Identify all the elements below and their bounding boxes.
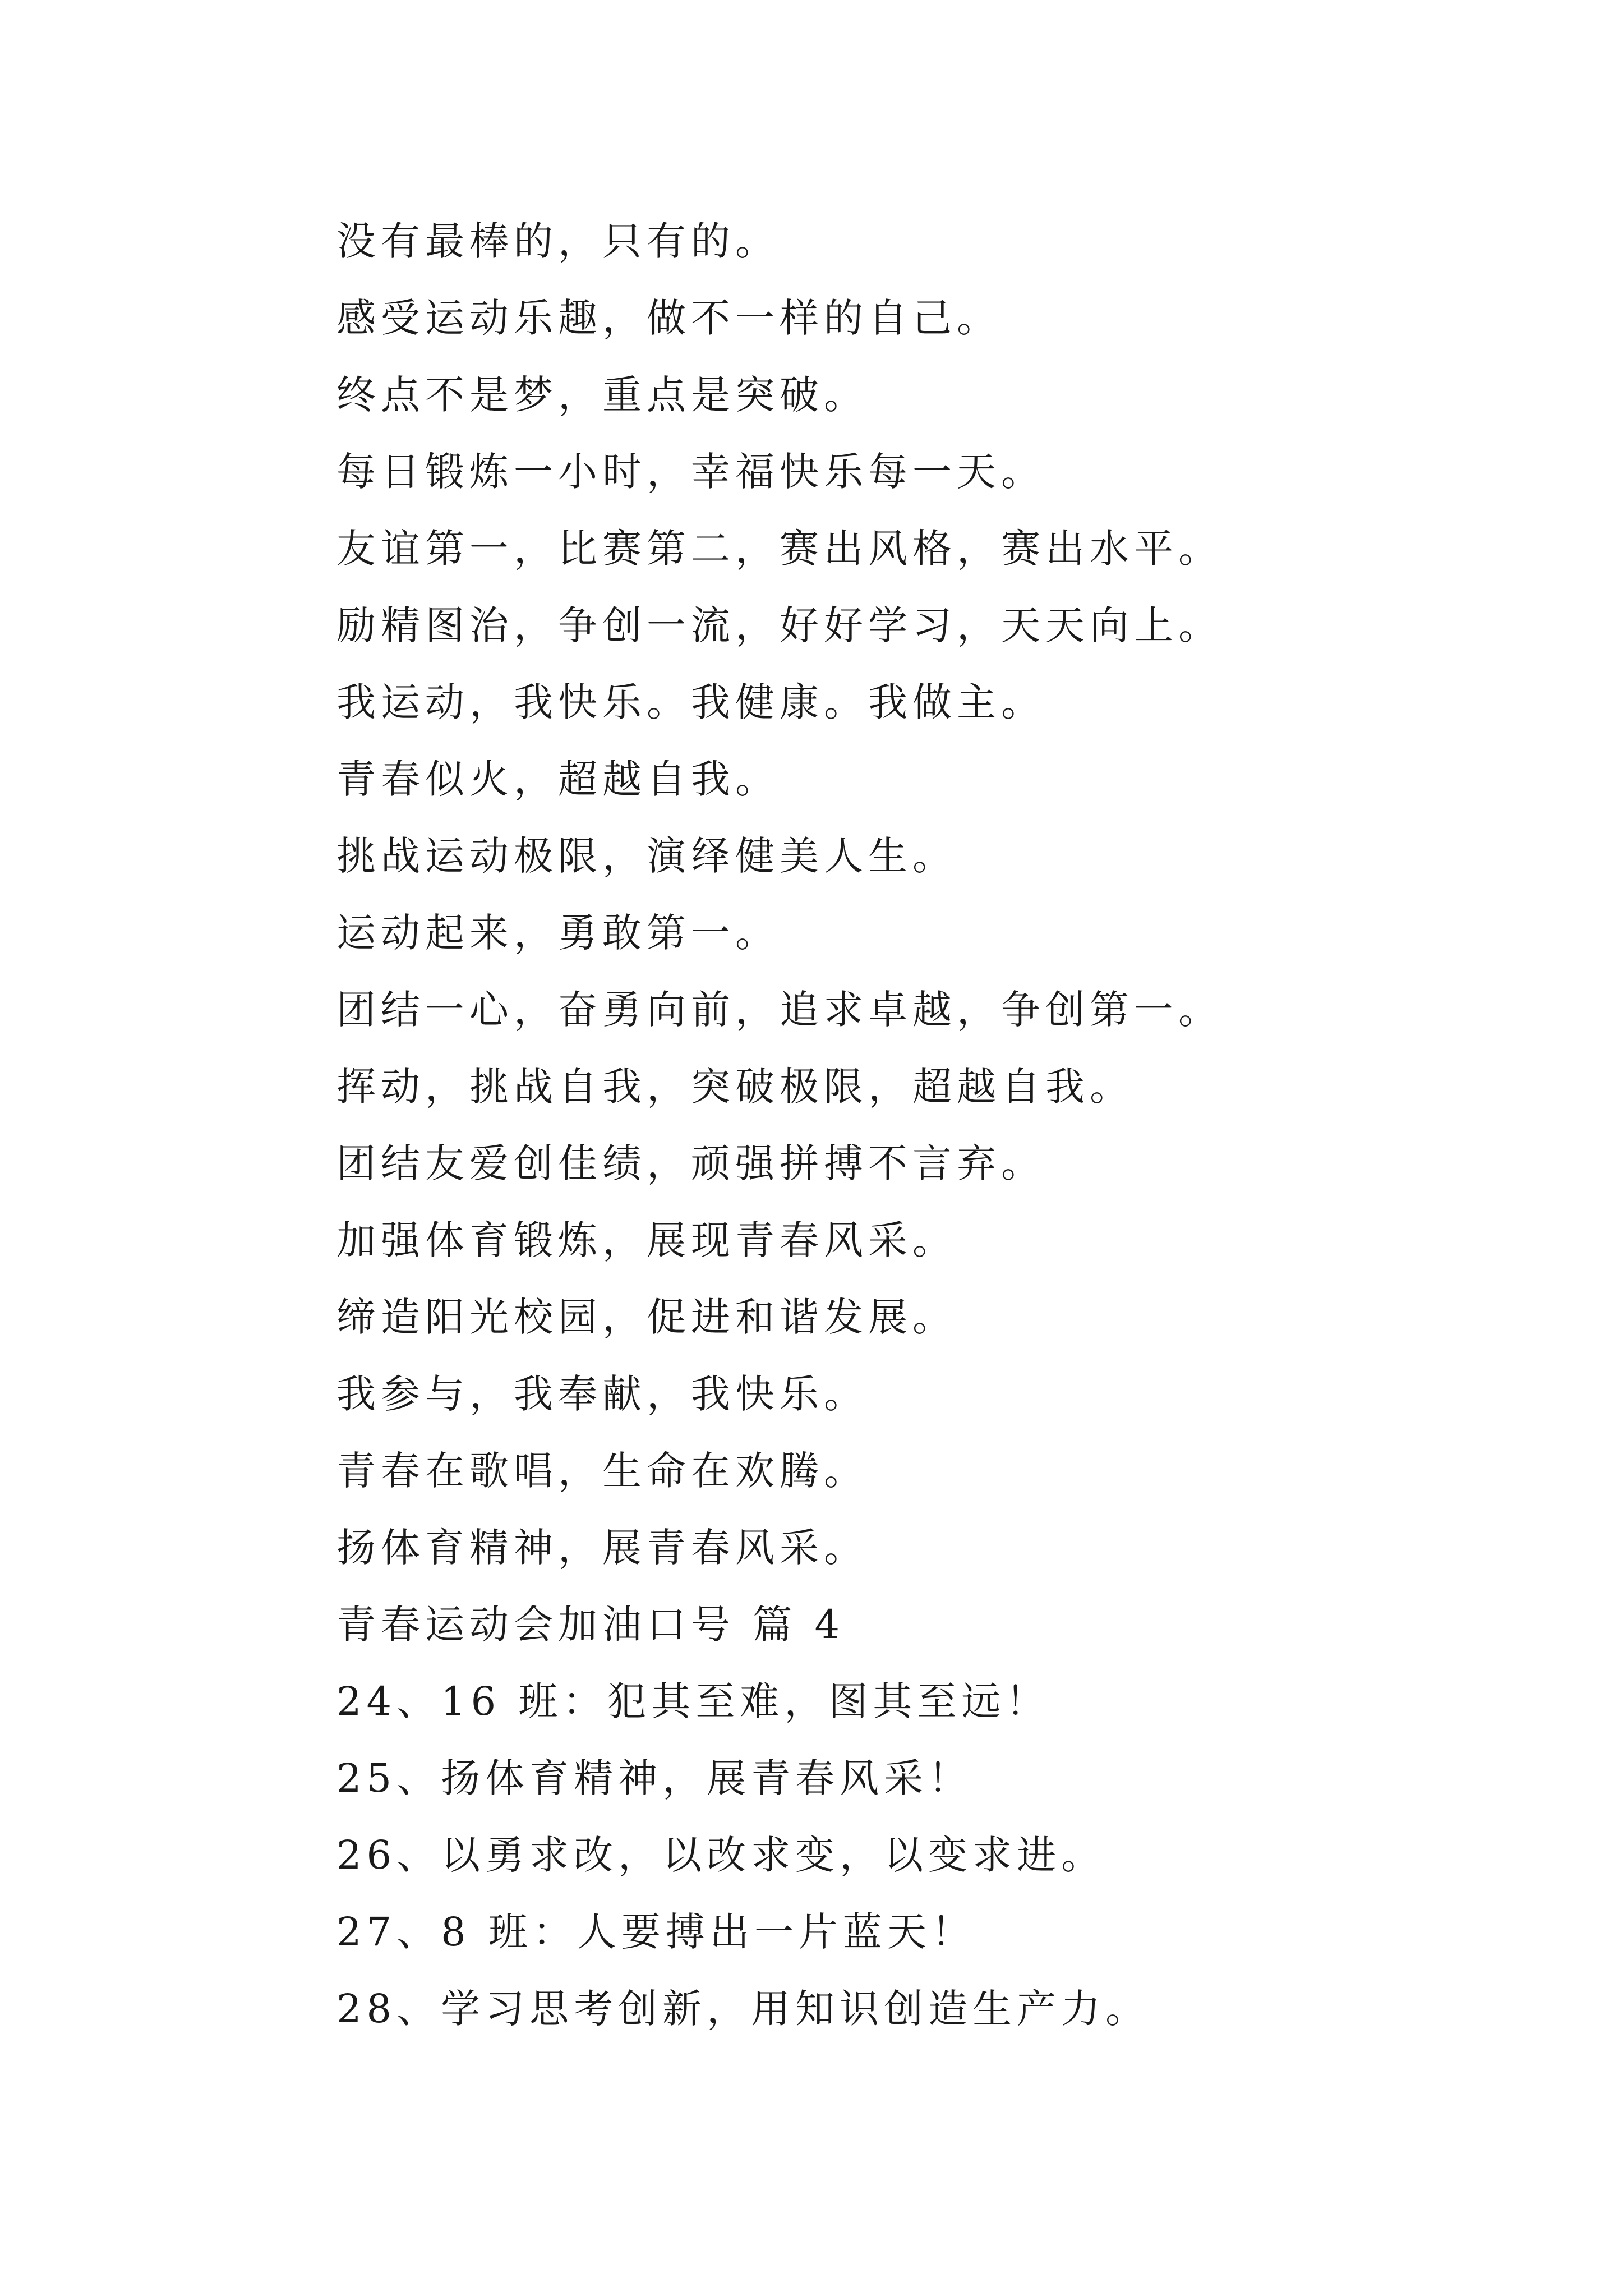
- text-line: 团结一心，奋勇向前，追求卓越，争创第一。: [336, 987, 1223, 1033]
- text-line: 团结友爱创佳绩，顽强拼搏不言弃。: [336, 1140, 1045, 1186]
- numbered-item: 24、16 班：犯其至难，图其至远！: [336, 1678, 1050, 1724]
- text-line: 终点不是梦，重点是突破。: [336, 372, 868, 418]
- section-heading: 青春运动会加油口号 篇 4: [336, 1602, 845, 1648]
- text-line: 青春在歌唱，生命在欢腾。: [336, 1448, 868, 1494]
- text-line: 友谊第一，比赛第二，赛出风格，赛出水平。: [336, 526, 1223, 572]
- text-line: 挥动，挑战自我，突破极限，超越自我。: [336, 1064, 1134, 1110]
- text-line: 加强体育锻炼，展现青春风采。: [336, 1217, 957, 1263]
- text-line: 我参与，我奉献，我快乐。: [336, 1371, 868, 1417]
- text-line: 我运动，我快乐。我健康。我做主。: [336, 679, 1045, 725]
- numbered-item: 27、8 班：人要搏出一片蓝天！: [336, 1909, 976, 1955]
- text-line: 励精图治，争创一流，好好学习，天天向上。: [336, 602, 1223, 648]
- text-line: 运动起来，勇敢第一。: [336, 910, 780, 956]
- text-line: 挑战运动极限，演绎健美人生。: [336, 833, 957, 879]
- document-body: [336, 203, 1514, 2047]
- numbered-item: 25、扬体育精神，展青春风采！: [336, 1755, 973, 1801]
- text-line: 缔造阳光校园，促进和谐发展。: [336, 1294, 957, 1340]
- text-line: 青春似火，超越自我。: [336, 756, 780, 802]
- text-line: 感受运动乐趣，做不一样的自己。: [336, 295, 1001, 341]
- numbered-item: 28、学习思考创新，用知识创造生产力。: [336, 1986, 1150, 2032]
- text-line: 没有最棒的，只有的。: [336, 218, 780, 264]
- text-line: 扬体育精神，展青春风采。: [336, 1525, 868, 1571]
- numbered-item: 26、以勇求改，以改求变，以变求进。: [336, 1832, 1106, 1878]
- text-line: 每日锻炼一小时，幸福快乐每一天。: [336, 449, 1045, 495]
